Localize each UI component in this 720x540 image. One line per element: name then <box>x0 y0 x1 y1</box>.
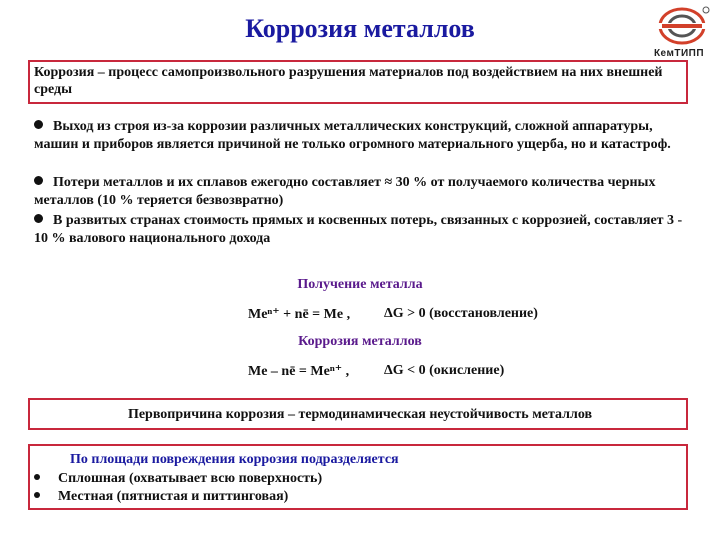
oxidation-gibbs: ΔG < 0 (окисление) <box>384 363 505 378</box>
definition-text: Коррозия – процесс самопроизвольного разрушения материалов под воздействием на них внешней среды <box>34 65 663 97</box>
reduction-formula <box>248 306 538 323</box>
reduction-gibbs: ΔG > 0 (восстановление) <box>384 306 538 321</box>
oxidation-equation: Me – nē = Meⁿ⁺ , <box>248 364 350 379</box>
page-title: Коррозия металлов <box>245 14 475 43</box>
logo-emblem-icon <box>640 4 718 48</box>
list-item <box>34 489 288 505</box>
fact-2-text: Потери металлов и их сплавов ежегодно составляет ≈ 30 % от получаемого количества черных металлов (10 % теряется безвозвратно) <box>34 175 656 208</box>
bullet-icon <box>34 474 40 480</box>
fact-3-text: В развитых странах стоимость прямых и косвенных потерь, связанных с коррозией, составляет 3 - 10 % валового национального дохода <box>34 213 683 246</box>
logo <box>640 4 718 62</box>
list-item-text: Местная (пятнистая и питтинговая) <box>58 489 289 504</box>
fact-1-text: Выход из строя из-за коррозии различных металлических конструкций, сложной аппаратуры, машин и приборов является причиной не только огромного материального ущерба, но и катастроф. <box>34 119 671 152</box>
fact-2 <box>34 174 694 209</box>
oxidation-formula <box>248 363 505 380</box>
list-item-text: Сплошная (охватывает всю поверхность) <box>58 471 323 486</box>
root-cause-text: Первопричина коррозия – термодинамическая неустойчивость металлов <box>127 407 593 422</box>
corrosion-types-heading: По площади повреждения коррозия подразделяется <box>70 452 399 467</box>
oxidation-heading: Коррозия металлов <box>298 334 422 349</box>
fact-3 <box>34 212 694 247</box>
fact-1 <box>34 118 694 153</box>
logo-text: КемТИПП <box>653 48 705 59</box>
reduction-heading: Получение металла <box>297 277 423 292</box>
bullet-icon <box>34 120 43 129</box>
bullet-icon <box>34 492 40 498</box>
reduction-equation: Meⁿ⁺ + nē = Me , <box>248 307 351 322</box>
bullet-icon <box>34 176 43 185</box>
list-item <box>34 471 322 487</box>
bullet-icon <box>34 214 43 223</box>
